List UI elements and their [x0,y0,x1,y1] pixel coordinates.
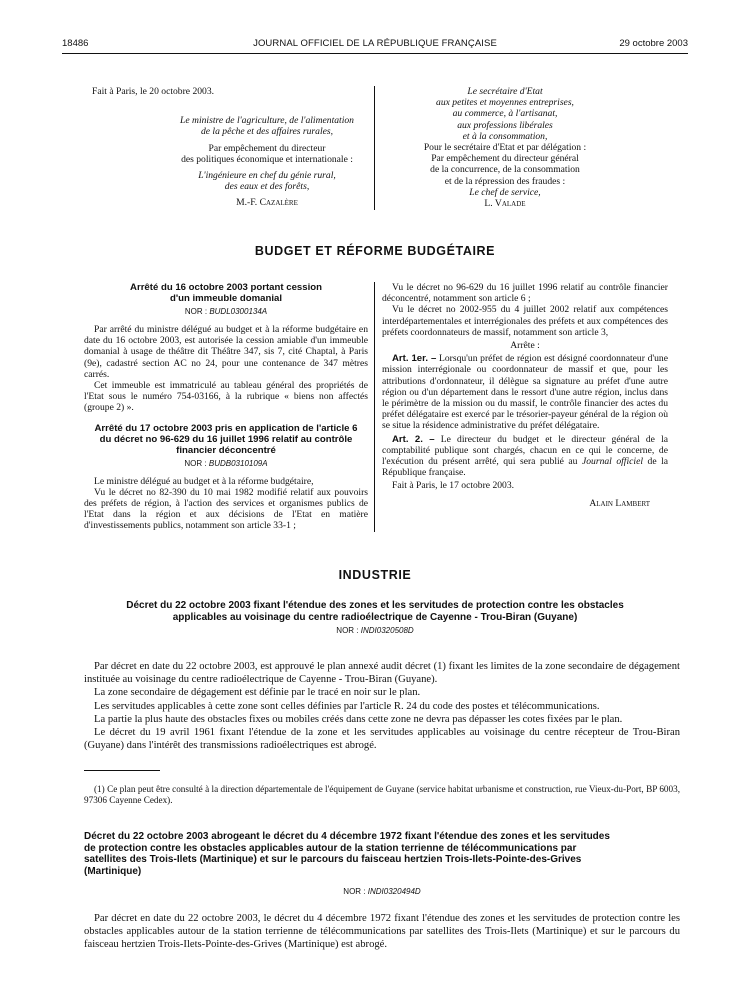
decret1-body [84,660,680,752]
top-right-signature-block [380,86,630,209]
arrete2-nor [84,459,368,468]
decret2-title-line3: satellites des Trois-Ilets (Martinique) et sur le parcours du faisceau hertzien Trois-Ilets-Pointe-des-Grives [84,854,582,866]
decret1-p5: Le décret du 19 avril 1961 fixant l'étendue de la zone et les servitudes applicables au voisinage du centre récepteur de Trou-Biran (Guyane) dans l'intérêt des transmissions radioélectriques est abrogé. [84,727,680,752]
article-2 [382,434,668,479]
signature-right: L. Valade [484,198,526,210]
decret1 [70,600,680,635]
arrete-word: Arrête : [510,340,540,352]
footnote-rule [84,770,160,771]
nor-label: NOR : [343,887,366,897]
arrete1-title-line2: d'un immeuble domanial [169,293,283,304]
empeche-line1: Par empêchement du directeur [208,142,326,154]
arrete2-title-line1: Arrêté du 17 octobre 2003 pris en application de l'article 6 [94,422,358,434]
sec-line1: Le secrétaire d'Etat [467,86,543,97]
sec-line4: aux professions libérales [457,119,553,131]
decret2 [84,831,680,896]
decret1-p4: La partie la plus haute des obstacles fixes ou mobiles créés dans cette zone ne devra pas dépasser les cotes fixées par le plan. [94,713,623,725]
art2-journal: Journal officiel [582,456,643,468]
decret1-title-line1: Décret du 22 octobre 2003 fixant l'étendue des zones et les servitudes de protection contre les obstacles [126,600,624,611]
section-title-industrie: INDUSTRIE [338,568,412,582]
decret1-p2: La zone secondaire de dégagement est définie par le tracé en noir sur le plan. [94,687,421,699]
article-1 [382,353,668,431]
nor-code: INDI0320494D [367,887,421,897]
page-number: 18486 [62,38,89,49]
art2-text-after: de la République française. [382,456,668,479]
budget-right-column [382,282,668,509]
budget-left-column [84,282,368,532]
arrete2-title-line2: du décret no 96-629 du 16 juillet 1996 relatif au contrôle [99,433,353,445]
fait-line: Fait à Paris, le 17 octobre 2003. [392,480,515,492]
nor-code: BUDB0310109A [208,458,268,468]
column-rule-budget [374,282,375,532]
emp-line1: Par empêchement du directeur général [431,153,579,165]
section-title-budget: BUDGET ET RÉFORME BUDGÉTAIRE [254,244,496,258]
nor-label: NOR : [336,626,359,636]
nor-code: INDI0320508D [360,626,414,636]
minister-line1: Le ministre de l'agriculture, de l'alimentation [180,115,354,127]
issue-date: 29 octobre 2003 [619,38,688,49]
journal-title: JOURNAL OFFICIEL DE LA RÉPUBLIQUE FRANÇAISE [253,38,497,49]
art2-text-before: Le directeur du budget et le directeur général de la comptabilité publique sont chargés, chacun en ce qui le concerne, de l'exécution du présent arrêté, qui sera publié au [382,433,668,468]
art1-label: Art. 1er. – [392,353,437,365]
nor-code: BUDL0300134A [209,307,268,316]
emp-line2: de la concurrence, de la consommation [430,164,580,176]
sec-line3: au commerce, à l'artisanat, [452,108,558,120]
arrete2-p3: Vu le décret no 96-629 du 16 juillet 1996 relatif au contrôle financier déconcentré, notamment son article 6 ; [382,282,668,305]
arrete2-p2: Vu le décret no 82-390 du 10 mai 1982 modifié relatif aux pouvoirs des préfets de région, à l'action des services et organismes publics de l'Etat dans la région et aux décisions de l'Etat en matière d'investissements publics, notamment son article 33-1 ; [84,486,368,532]
decret2-nor [84,887,680,896]
arrete1-nor [84,307,368,316]
arrete1-title-line1: Arrêté du 16 octobre 2003 portant cession [130,282,322,293]
decret2-p1: Par décret en date du 22 octobre 2003, le décret du 4 décembre 1972 fixant l'étendue des zones et les servitudes de protection contre les obstacles applicables autour de la station terrienne de télécommunications par satellites des Trois-Ilets (Martinique) et sur le parcours du faisceau hertzien Trois-Ilets-Pointe-des-Grives (Martinique) est abrogé. [84,913,680,951]
decret1-p3: Les servitudes applicables à cette zone sont celles définies par l'article R. 24 du code des postes et télécommunications. [94,700,600,712]
signature-left: M.-F. Cazalère [236,197,298,209]
empeche-line2: des politiques économique et internationale : [181,153,353,165]
sec-line2: aux petites et moyennes entreprises, [436,97,574,109]
arrete2-p4: Vu le décret no 2002-955 du 4 juillet 2002 relatif aux compétences interdépartementales et interrégionales des préfets et aux compétences des préfets coordonnateurs de massif, notamment son article 3, [382,304,668,338]
place-date: Fait à Paris, le 20 octobre 2003. [92,86,215,97]
nor-label: NOR : [184,307,208,316]
arrete2-title-line3: financier déconcentré [176,444,276,456]
arrete1-p1: Par arrêté du ministre délégué au budget et à la réforme budgétaire en date du 16 octobre 2003, est autorisée la cession amiable d'un immeuble domanial à usage de théâtre dit Théâtre 347, sis 7, cité Chaptal, à Paris (9e), cadastré section AC no 24, pour une contenance de 347 mètres carrés. [84,324,368,380]
decret2-title-line4: (Martinique) [84,865,142,877]
decret2-title-line2: de protection contre les obstacles applicables autour de la station terrienne de télécommunications par [84,842,577,854]
header-rule [62,53,688,54]
signature-lambert: Alain Lambert [589,497,650,509]
art1-text: Lorsqu'un préfet de région est désigné coordonnateur d'une mission interrégionale ou coordonnateur de massif et que, pour les attributions d'ordonnateur, il délègue sa signature au préfet d'une autre région ou d'un département dans le ressort d'une autre région, inclus dans le périmètre de la mission ou du massif, le contrôle financier des actes du préfet délégataire est exercé par le trésorier-payeur général de la région où se situe la résidence administrative du préfet délégataire. [382,353,668,432]
top-left-signature-block [92,86,382,209]
decret1-nor [70,626,680,635]
chef-line: Le chef de service, [469,186,541,198]
arrete1-p2: Cet immeuble est immatriculé au tableau général des propriétés de l'Etat sous le numéro 754-03166, à la rubrique « biens non affectés (groupe 2) ». [84,380,368,414]
decret1-footnote: (1) Ce plan peut être consulté à la direction départementale de l'équipement de Guyane (service habitat urbanisme et construction, rue Vieux-du-Port, BP 6003, 97306 Cayenne Cedex). [84,784,680,805]
art2-label: Art. 2. – [392,433,435,445]
decret1-title-line2: applicables au voisinage du centre radioélectrique de Cayenne - Trou-Biran (Guyane) [172,611,578,623]
decret1-p1: Par décret en date du 22 octobre 2003, est approuvé le plan annexé audit décret (1) fixant les limites de la zone secondaire de dégagement instituée au voisinage du centre radioélectrique de Cayenne - Trou-Biran (Guyane). [84,661,680,686]
decret2-title-line1: Décret du 22 octobre 2003 abrogeant le décret du 4 décembre 1972 fixant l'étendue des zones et les servitudes [84,831,610,842]
page-header [62,38,688,52]
minister-line2: de la pêche et des affaires rurales, [200,126,334,138]
pour-line: Pour le secrétaire d'Etat et par délégation : [423,142,587,154]
arrete2-p1: Le ministre délégué au budget et à la réforme budgétaire, [94,475,314,487]
ingenieur-line2: des eaux et des forêts, [224,181,310,193]
sec-line5: et à la consommation, [462,130,548,142]
ingenieur-line1: L'ingénieure en chef du génie rural, [198,170,336,182]
nor-label: NOR : [184,458,207,468]
column-rule-top [374,86,375,210]
emp-line3: et de la répression des fraudes : [444,175,566,187]
